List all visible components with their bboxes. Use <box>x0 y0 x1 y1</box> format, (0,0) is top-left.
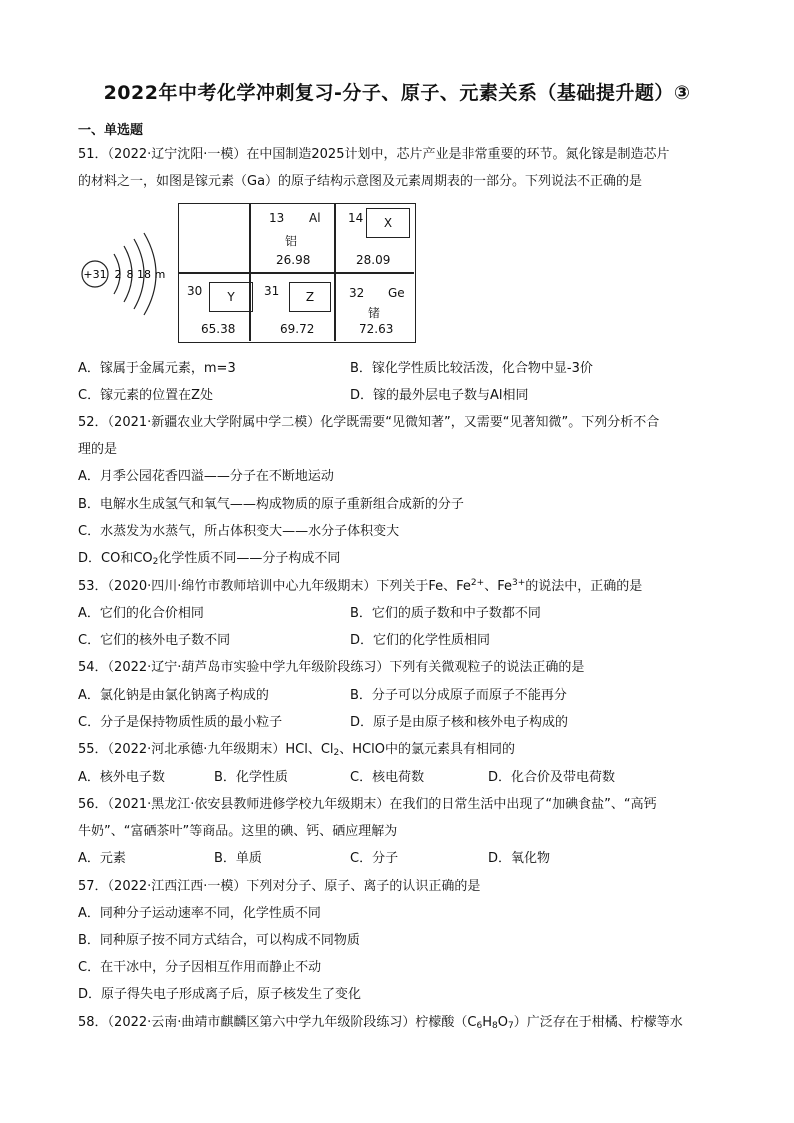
q51-option-b: B．镓化学性质比较活泼，化合物中显-3价 <box>350 361 593 376</box>
periodic-table-fragment <box>178 203 416 343</box>
q52-stem-line2: 理的是 <box>78 442 118 457</box>
shell-electrons-2: 8 <box>126 268 134 281</box>
q54-stem: 54．（2022·辽宁·葫芦岛市实验中学九年级阶段练习）下列有关微观粒子的说法正确的是 <box>78 660 585 675</box>
shell-electrons-4: m <box>154 268 166 281</box>
q53-stem: 53．（2020·四川·绵竹市教师培训中心九年级期末）下列关于Fe、$Fe^{2+}$、$Fe^{3+}$的说法中，正确的是 <box>78 578 643 594</box>
cell-ge-mass: 72.63 <box>359 322 394 336</box>
q54-option-c: C．分子是保持物质性质的最小粒子 <box>78 715 283 730</box>
q56-stem-line1: 56．（2021·黑龙江·依安县教师进修学校九年级期末）在我们的日常生活中出现了“加碘食盐”、“高钙 <box>78 797 657 812</box>
q52-option-d: D．CO和$CO_2$化学性质不同——分子构成不同 <box>78 551 341 567</box>
cell-y-box: Y <box>209 282 253 312</box>
cell-y-mass: 65.38 <box>201 322 236 336</box>
q51-option-a: A．镓属于金属元素，m=3 <box>78 361 236 376</box>
q55-option-c: C．核电荷数 <box>350 770 425 785</box>
q57-stem: 57．（2022·江西江西·一模）下列对分子、原子、离子的认识正确的是 <box>78 879 481 894</box>
cell-z-box: Z <box>289 282 331 312</box>
cell-al-mass: 26.98 <box>276 253 311 267</box>
cell-z-number: 31 <box>264 284 280 298</box>
q53-option-c: C．它们的核外电子数不同 <box>78 633 231 648</box>
q54-option-d: D．原子是由原子核和核外电子构成的 <box>350 715 569 730</box>
q57-option-d: D．原子得失电子形成离子后，原子核发生了变化 <box>78 987 362 1002</box>
q58-stem: 58．（2022·云南·曲靖市麒麟区第六中学九年级阶段练习）柠檬酸$(C_6H_8O_7)$广泛存在于柑橘、柠檬等水 <box>78 1015 683 1031</box>
q56-stem-line2: 牛奶”、“富硒茶叶”等商品。这里的碘、钙、硒应理解为 <box>78 824 398 839</box>
nucleus-charge: +31 <box>83 268 107 281</box>
q53-option-a: A．它们的化合价相同 <box>78 606 204 621</box>
q54-option-b: B．分子可以分成原子而原子不能再分 <box>350 688 567 703</box>
cell-al-number: 13 <box>269 211 285 225</box>
cell-z-mass: 69.72 <box>280 322 315 336</box>
q57-option-b: B．同种原子按不同方式结合，可以构成不同物质 <box>78 933 360 948</box>
q51-stem-line2: 的材料之一，如图是镓元素（Ga）的原子结构示意图及元素周期表的一部分。下列说法不正确的是 <box>78 174 643 189</box>
q51-option-d: D．镓的最外层电子数与Al相同 <box>350 388 529 403</box>
q56-option-c: C．分子 <box>350 851 399 866</box>
q55-option-d: D．化合价及带电荷数 <box>488 770 616 785</box>
cell-x-box: X <box>366 208 410 238</box>
cell-x-mass: 28.09 <box>356 253 391 267</box>
q53-option-b: B．它们的质子数和中子数都不同 <box>350 606 541 621</box>
q52-option-b: B．电解水生成氢气和氧气——构成物质的原子重新组合成新的分子 <box>78 497 464 512</box>
shell-electrons-3: 18 <box>137 268 151 281</box>
q51-stem-line1: 51．（2022·辽宁沈阳·一模）在中国制造2025计划中，芯片产业是非常重要的环节。氮化镓是制造芯片 <box>78 147 670 162</box>
q55-stem: 55．（2022·河北承德·九年级期末）HCl、$Cl_2$、HClO中的氯元素具有相同的 <box>78 742 515 758</box>
atom-structure-diagram <box>78 232 174 316</box>
section-heading: 一、单选题 <box>78 123 144 138</box>
cell-ge-number: 32 <box>349 286 365 300</box>
q52-option-a: A．月季公园花香四溢——分子在不断地运动 <box>78 469 334 484</box>
cell-y-number: 30 <box>187 284 203 298</box>
cell-al-name: 铝 <box>285 234 298 248</box>
q57-option-a: A．同种分子运动速率不同，化学性质不同 <box>78 906 321 921</box>
shell-electrons-1: 2 <box>114 268 122 281</box>
q55-option-b: B．化学性质 <box>214 770 288 785</box>
q54-option-a: A．氯化钠是由氯化钠离子构成的 <box>78 688 269 703</box>
q51-option-c: C．镓元素的位置在Z处 <box>78 388 213 403</box>
q52-stem-line1: 52．（2021·新疆农业大学附属中学二模）化学既需要“见微知著”，又需要“见著知微”。下列分析不合 <box>78 415 660 430</box>
q56-option-d: D．氧化物 <box>488 851 551 866</box>
cell-al-symbol: Al <box>309 211 321 225</box>
cell-ge-symbol: Ge <box>388 286 405 300</box>
q56-option-b: B．单质 <box>214 851 262 866</box>
cell-x-number: 14 <box>348 211 364 225</box>
q52-option-c: C．水蒸发为水蒸气，所占体积变大——水分子体积变大 <box>78 524 400 539</box>
q57-option-c: C．在干冰中，分子因相互作用而静止不动 <box>78 960 322 975</box>
page-title: 2022年中考化学冲刺复习-分子、原子、元素关系（基础提升题）③ <box>103 82 691 104</box>
cell-ge-name: 锗 <box>368 306 381 320</box>
q55-option-a: A．核外电子数 <box>78 770 165 785</box>
table-divider <box>179 272 414 274</box>
q53-option-d: D．它们的化学性质相同 <box>350 633 491 648</box>
q56-option-a: A．元素 <box>78 851 126 866</box>
